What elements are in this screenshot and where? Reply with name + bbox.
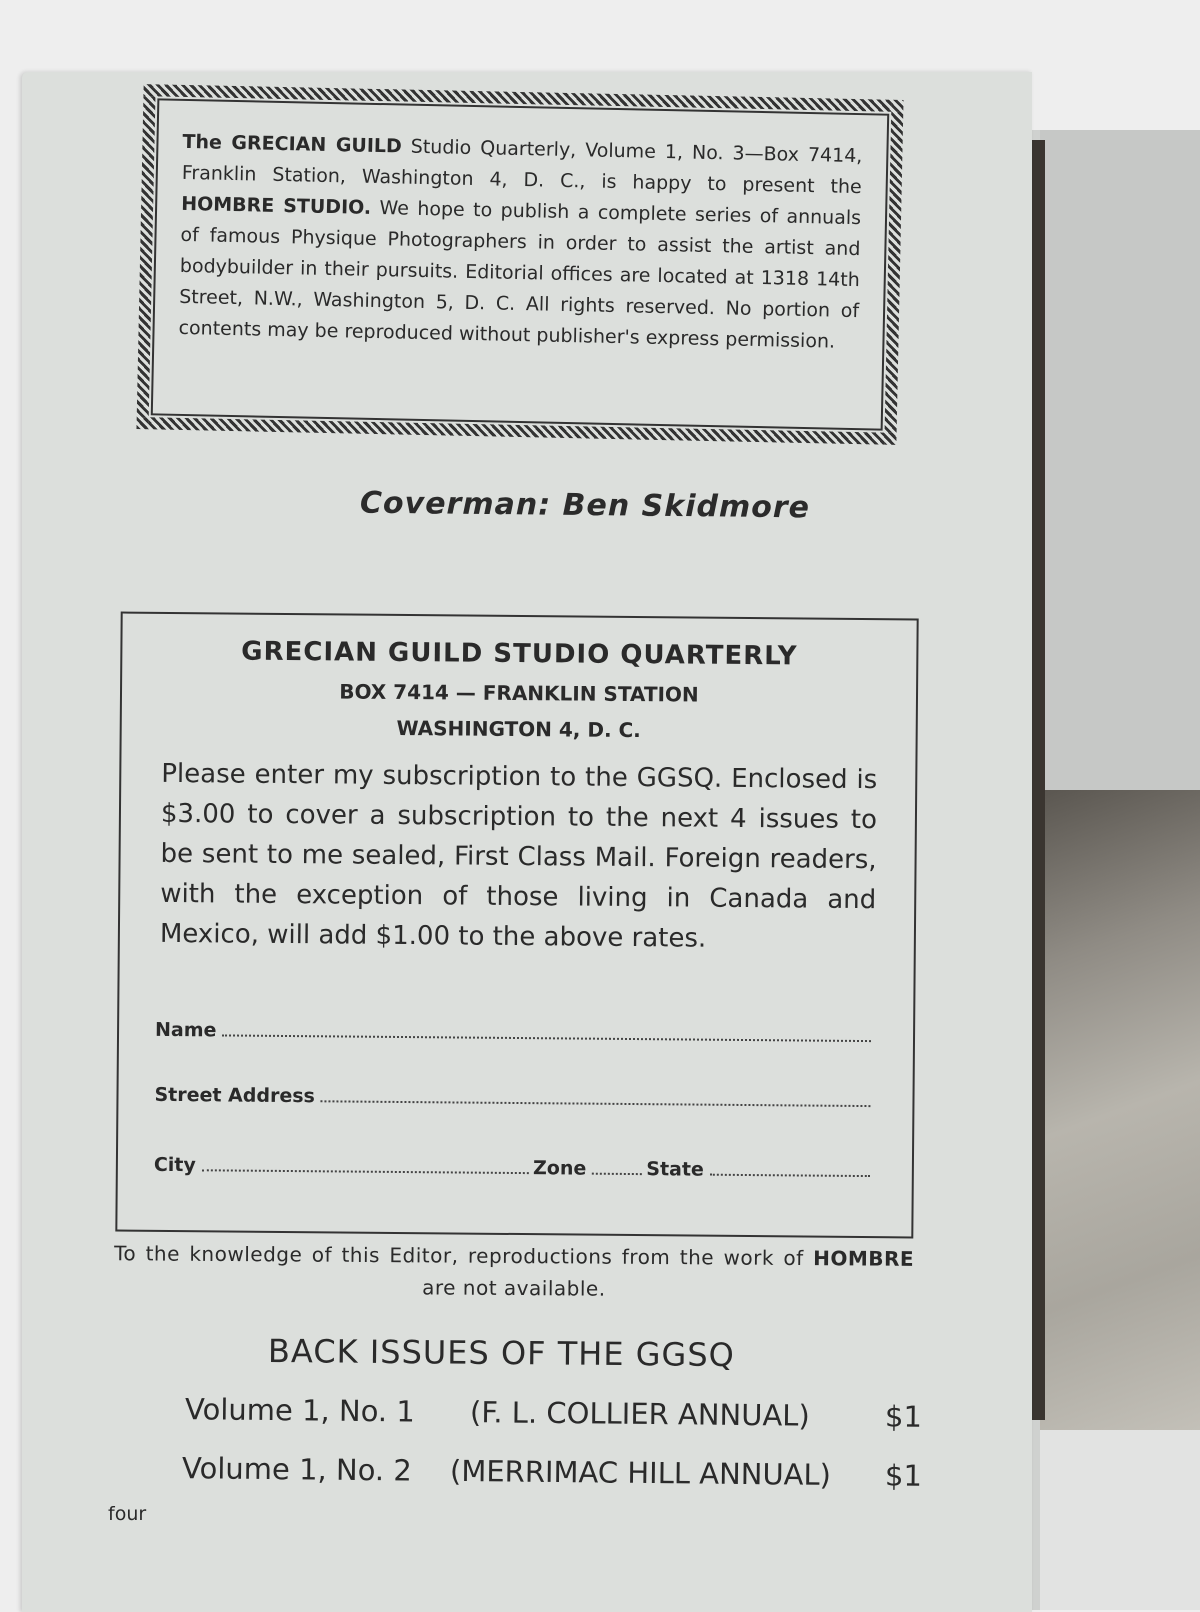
issue-annual: (F. L. COLLIER ANNUAL) (469, 1395, 810, 1433)
facing-page-margin (1040, 1430, 1200, 1610)
back-issues-title: BACK ISSUES OF THE GGSQ (267, 1331, 735, 1375)
page-number: four (108, 1503, 147, 1525)
name-blank (222, 1034, 871, 1042)
state-label: State (646, 1158, 704, 1181)
city-zone-state-field (154, 1154, 874, 1182)
notice-lead: The GRECIAN GUILD (182, 130, 403, 158)
subscription-form (115, 612, 918, 1239)
publisher-notice-text (151, 98, 889, 430)
coverman-credit: Coverman: Ben Skidmore (359, 485, 811, 526)
issue-annual: (MERRIMAC HILL ANNUAL) (449, 1453, 832, 1492)
zone-blank (592, 1173, 642, 1175)
street-field (154, 1084, 874, 1112)
form-address-line2: WASHINGTON 4, D. C. (396, 715, 641, 743)
state-blank (710, 1174, 870, 1177)
issue-volume: Volume 1, No. 1 (184, 1392, 415, 1429)
subscription-text: Please enter my subscription to the GGSQ. Enclosed is $3.00 to cover a subscription to the next 4 issues to be sent to me sealed, First Class Mail. Foreign readers, with the exception of those living in Canada and Mexico, will add $1.00 to the above rates. (159, 758, 878, 954)
name-field (155, 1019, 875, 1047)
editor-note-end: are not available. (422, 1275, 606, 1301)
editor-note (114, 1237, 914, 1307)
street-label: Street Address (154, 1083, 315, 1108)
notice-body: We hope to publish a complete series of annuals of famous Physique Photographers in order to assist the artist and bodybuilder in their pursuits. Editorial offices are located at 1318 14th Street, N.W., Washington 5, D. C. All rights reserved. No portion of contents may be reproduced without publisher's express permission. (178, 196, 862, 353)
rock-photograph (1040, 790, 1200, 1430)
notice-lead-rest: Studio Quarterly, Volume 1, No. 3—Box 7414, Franklin Station, Washington 4, D. C., is happy to present the (181, 135, 863, 199)
notice-studio: HOMBRE STUDIO. (180, 192, 372, 219)
editor-note-text: To the knowledge of this Editor, reproductions from the work of (114, 1241, 814, 1271)
name-label: Name (154, 1018, 217, 1042)
form-title: GRECIAN GUILD STUDIO QUARTERLY (241, 636, 798, 672)
editor-note-bold: HOMBRE (813, 1246, 915, 1271)
issue-price: $1 (884, 1458, 923, 1493)
city-label: City (153, 1153, 196, 1177)
issue-price: $1 (884, 1399, 923, 1434)
issue-volume: Volume 1, No. 2 (181, 1451, 412, 1488)
facing-page-upper (1040, 130, 1200, 790)
zone-label: Zone (532, 1157, 587, 1180)
publisher-notice-box (136, 84, 903, 445)
city-blank (202, 1169, 529, 1174)
form-address-line1: BOX 7414 — FRANKLIN STATION (339, 679, 699, 707)
street-blank (321, 1100, 871, 1107)
